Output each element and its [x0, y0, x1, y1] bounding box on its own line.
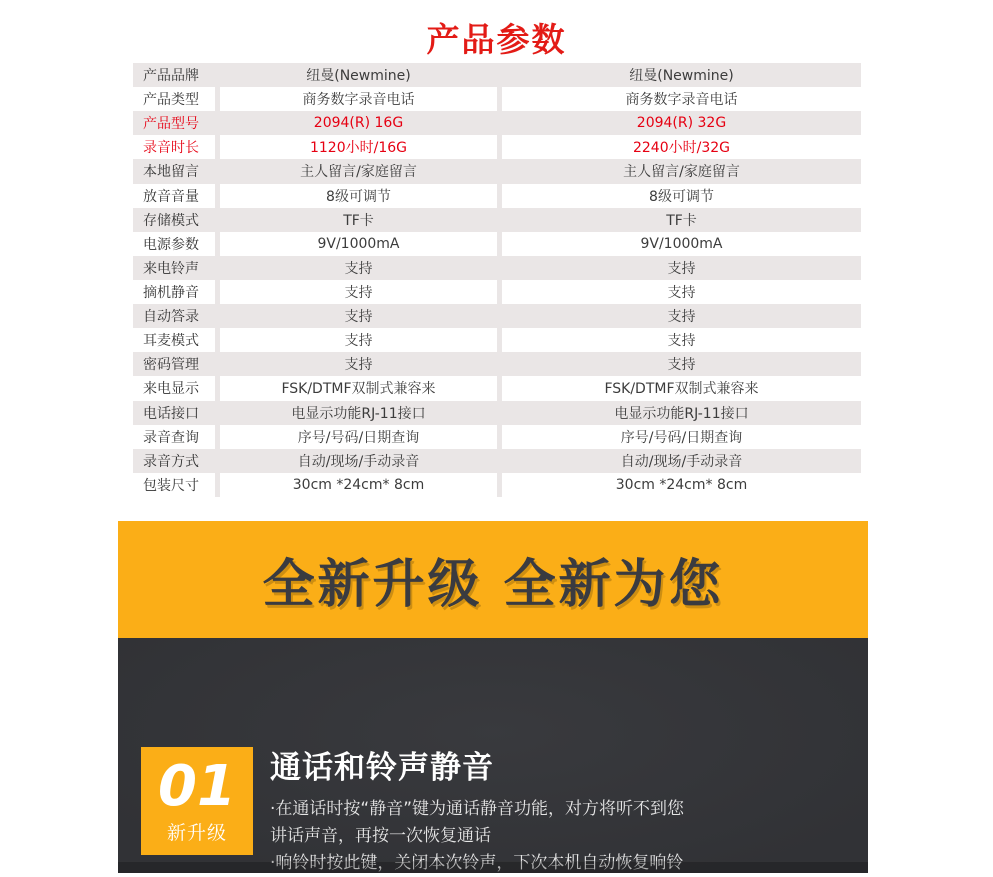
- spec-label: 本地留言: [133, 159, 215, 183]
- spec-row: [133, 328, 861, 352]
- spec-label: 存储模式: [133, 208, 215, 232]
- spec-value-32g: 支持: [502, 280, 861, 304]
- spec-value-32g: 8级可调节: [502, 184, 861, 208]
- spec-label: 录音时长: [133, 135, 215, 159]
- spec-label: 来电显示: [133, 376, 215, 400]
- spec-value-32g: TF卡: [502, 208, 861, 232]
- spec-value-32g: 支持: [502, 328, 861, 352]
- spec-value-32g: 30cm *24cm* 8cm: [502, 473, 861, 497]
- badge-number: 01: [158, 753, 236, 819]
- spec-row: [133, 159, 861, 183]
- spec-value-32g: 主人留言/家庭留言: [502, 159, 861, 183]
- spec-value-16g: 纽曼(Newmine): [220, 63, 497, 87]
- spec-value-16g: 自动/现场/手动录音: [220, 449, 497, 473]
- spec-value-32g: 商务数字录音电话: [502, 87, 861, 111]
- spec-label: 耳麦模式: [133, 328, 215, 352]
- spec-row: [133, 352, 861, 376]
- spec-value-16g: 30cm *24cm* 8cm: [220, 473, 497, 497]
- spec-label: 来电铃声: [133, 256, 215, 280]
- spec-label: 产品型号: [133, 111, 215, 135]
- spec-row: [133, 63, 861, 87]
- spec-row: [133, 87, 861, 111]
- spec-value-16g: 8级可调节: [220, 184, 497, 208]
- spec-value-32g: 电显示功能RJ-11接口: [502, 401, 861, 425]
- feature-line: ·响铃时按此键，关闭本次铃声，下次本机自动恢复响铃: [270, 853, 684, 873]
- spec-label: 录音方式: [133, 449, 215, 473]
- spec-row: [133, 256, 861, 280]
- spec-value-32g: 9V/1000mA: [502, 232, 861, 256]
- spec-row: [133, 304, 861, 328]
- spec-row: [133, 425, 861, 449]
- spec-label: 自动答录: [133, 304, 215, 328]
- badge-label: 新升级: [166, 821, 227, 844]
- feature-title: 通话和铃声静音: [270, 750, 494, 786]
- spec-label: 包装尺寸: [133, 473, 215, 497]
- spec-label: 放音音量: [133, 184, 215, 208]
- spec-value-32g: 序号/号码/日期查询: [502, 425, 861, 449]
- spec-row: [133, 401, 861, 425]
- spec-row: [133, 135, 861, 159]
- upgrade-banner: [118, 521, 868, 638]
- feature-content: [270, 742, 845, 877]
- feature-section: [118, 638, 868, 873]
- spec-value-16g: 主人留言/家庭留言: [220, 159, 497, 183]
- spec-row: [133, 473, 861, 497]
- spec-value-32g: 纽曼(Newmine): [502, 63, 861, 87]
- spec-row: [133, 449, 861, 473]
- spec-label: 摘机静音: [133, 280, 215, 304]
- spec-value-32g: FSK/DTMF双制式兼容来: [502, 376, 861, 400]
- upgrade-banner-text: 全新升级 全新为您: [262, 555, 724, 615]
- spec-label: 产品类型: [133, 87, 215, 111]
- spec-value-16g: 支持: [220, 352, 497, 376]
- spec-label: 录音查询: [133, 425, 215, 449]
- spec-value-32g: 自动/现场/手动录音: [502, 449, 861, 473]
- spec-value-16g: 9V/1000mA: [220, 232, 497, 256]
- spec-value-32g: 2240小时/32G: [502, 135, 861, 159]
- spec-label: 电话接口: [133, 401, 215, 425]
- spec-label: 产品品牌: [133, 63, 215, 87]
- spec-row: [133, 208, 861, 232]
- spec-value-16g: 电显示功能RJ-11接口: [220, 401, 497, 425]
- spec-value-16g: 支持: [220, 304, 497, 328]
- spec-value-16g: 支持: [220, 256, 497, 280]
- spec-value-16g: FSK/DTMF双制式兼容来: [220, 376, 497, 400]
- spec-value-16g: TF卡: [220, 208, 497, 232]
- feature-number-badge: [141, 747, 253, 855]
- spec-value-32g: 支持: [502, 352, 861, 376]
- spec-label: 电源参数: [133, 232, 215, 256]
- spec-value-16g: 商务数字录音电话: [220, 87, 497, 111]
- spec-label: 密码管理: [133, 352, 215, 376]
- spec-value-16g: 支持: [220, 328, 497, 352]
- feature-description: [270, 796, 845, 877]
- spec-value-32g: 2094(R) 32G: [502, 111, 861, 135]
- spec-row: [133, 111, 861, 135]
- spec-value-32g: 支持: [502, 304, 861, 328]
- spec-value-16g: 1120小时/16G: [220, 135, 497, 159]
- page-title: 产品参数: [426, 20, 567, 59]
- spec-value-16g: 2094(R) 16G: [220, 111, 497, 135]
- spec-table: [133, 63, 861, 497]
- spec-value-16g: 支持: [220, 280, 497, 304]
- spec-row: [133, 232, 861, 256]
- feature-line: ·在通话时按“静音”键为通话静音功能，对方将听不到您: [270, 799, 685, 819]
- spec-row: [133, 184, 861, 208]
- spec-row: [133, 376, 861, 400]
- spec-row: [133, 280, 861, 304]
- spec-value-16g: 序号/号码/日期查询: [220, 425, 497, 449]
- feature-line: 讲话声音，再按一次恢复通话: [270, 826, 491, 846]
- spec-value-32g: 支持: [502, 256, 861, 280]
